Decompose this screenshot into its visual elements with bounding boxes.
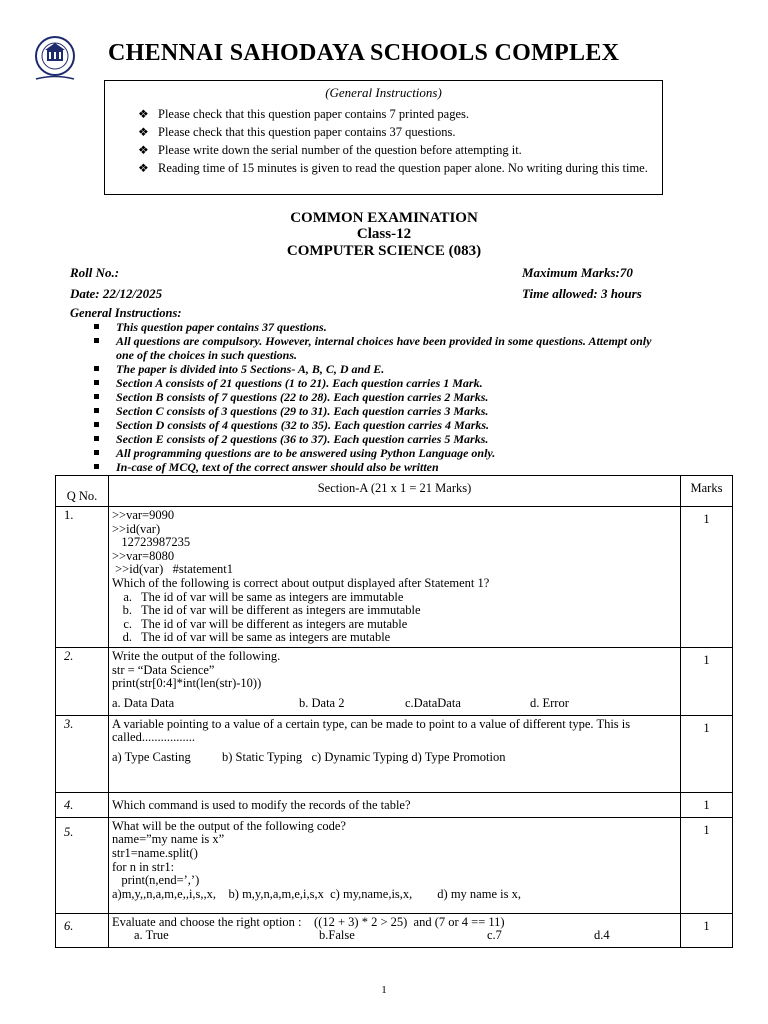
list-item: ❖ Please check that this question paper contains 37 questions. [138, 125, 456, 139]
diamond-bullet-icon: ❖ [138, 143, 149, 157]
question-text: Evaluate and choose the right option : ((12 + 3) * 2 > 25) and (7 or 4 == 11) a. True b.False c.7 d.4 [109, 913, 681, 948]
list-item: Section E consists of 2 questions (36 to 37). Each question carries 5 Marks. [92, 432, 672, 446]
table-row [56, 817, 733, 913]
square-bullet-icon [94, 436, 99, 441]
questions-table [55, 475, 733, 948]
question-marks: 1 [681, 913, 733, 948]
square-bullet-icon [94, 366, 99, 371]
question-text: A variable pointing to a value of a certain type, can be made to point to a value of different type. This is called................. a) Type Casting b) Static Typing c) Dynamic Typing d) Type Promotion [109, 715, 681, 792]
square-bullet-icon [94, 338, 99, 343]
list-item: This question paper contains 37 questions. [92, 320, 672, 334]
question-marks: 1 [681, 792, 733, 817]
list-item: ❖ Please write down the serial number of the question before attempting it. [138, 143, 522, 157]
school-title: CHENNAI SAHODAYA SCHOOLS COMPLEX [108, 40, 620, 66]
general-instructions-heading: (General Instructions) [325, 85, 442, 100]
list-item: ❖ Reading time of 15 minutes is given to read the question paper alone. No writing during this time. [138, 161, 648, 175]
list-item: All questions are compulsory. However, internal choices have been provided in some questions. Attempt only one of the choices in such questions. [92, 334, 672, 362]
square-bullet-icon [94, 380, 99, 385]
square-bullet-icon [94, 422, 99, 427]
max-marks: Maximum Marks:70 [522, 265, 633, 280]
diamond-bullet-icon: ❖ [138, 107, 149, 121]
roll-no-label: Roll No.: [70, 265, 120, 280]
list-item: All programming questions are to be answered using Python Language only. [92, 446, 672, 460]
question-marks: 1 [681, 715, 733, 792]
exam-class: Class-12 [356, 226, 412, 242]
question-number: 6. [56, 913, 109, 948]
general-instructions-box [104, 80, 663, 195]
exam-subject: COMPUTER SCIENCE (083) [286, 243, 482, 259]
question-marks: 1 [681, 817, 733, 913]
question-number: 1. [56, 507, 109, 648]
time-allowed: Time allowed: 3 hours [522, 286, 642, 301]
instructions-list [92, 320, 672, 474]
qno-header: Q No. [56, 476, 109, 507]
question-marks: 1 [681, 507, 733, 648]
general-instructions-list [105, 105, 662, 177]
list-item: Section A consists of 21 questions (1 to 21). Each question carries 1 Mark. [92, 376, 672, 390]
list-item: The paper is divided into 5 Sections- A, B, C, D and E. [92, 362, 672, 376]
marks-header: Marks [681, 476, 733, 507]
question-marks: 1 [681, 648, 733, 716]
diamond-bullet-icon: ❖ [138, 125, 149, 139]
table-row [56, 507, 733, 648]
option: a. The id of var will be same as integers are immutable [123, 589, 404, 604]
option: c. The id of var will be different as integers are mutable [123, 616, 408, 631]
table-row [56, 715, 733, 792]
exam-name: COMMON EXAMINATION [290, 210, 478, 226]
question-text: Which command is used to modify the records of the table? [109, 792, 681, 817]
square-bullet-icon [94, 450, 99, 455]
question-number: 2. [56, 648, 109, 716]
section-title: Section-A (21 x 1 = 21 Marks) [109, 476, 681, 507]
list-item: ❖ Please check that this question paper contains 7 printed pages. [138, 107, 470, 121]
question-text: >>var=9090 >>id(var) 12723987235 >>var=8080 >>id(var) #statement1 Which of the following is correct about output displayed after Statement 1? a. The id of var will be same as integers are immutable b. The id of var will be different as integers are immutable c. The id of var will be different as integers are mutable d. The id of var will be same as integers are mutable [109, 507, 681, 648]
table-row [56, 648, 733, 716]
list-item: In-case of MCQ, text of the correct answer should also be written [92, 460, 672, 474]
square-bullet-icon [94, 394, 99, 399]
table-row [56, 913, 733, 948]
square-bullet-icon [94, 464, 99, 469]
question-number: 5. [56, 817, 109, 913]
diamond-bullet-icon: ❖ [138, 161, 149, 175]
option: d. The id of var will be same as integers are mutable [122, 630, 391, 645]
question-number: 3. [56, 715, 109, 792]
table-row [56, 792, 733, 817]
options-row: a. Data Data b. Data 2 c.DataData d. Error [112, 695, 569, 710]
question-text: What will be the output of the following code? name=”my name is x” str1=name.split() for n in str1: print(n,end=’,’) a)m,y,,n,a,m,e,,i,s,,x, b) m,y,n,a,m,e,i,s,x c) my,name,is,x, d) my name is x, [109, 817, 681, 913]
question-number: 4. [56, 792, 109, 817]
options-row: a. True b.False c.7 d.4 [134, 928, 610, 943]
list-item: Section D consists of 4 questions (32 to 35). Each question carries 4 Marks. [92, 418, 672, 432]
school-logo [26, 34, 84, 82]
page-number: 1 [381, 984, 387, 996]
table-header-row [56, 476, 733, 507]
square-bullet-icon [94, 408, 99, 413]
square-bullet-icon [94, 324, 99, 329]
list-item: Section B consists of 7 questions (22 to 28). Each question carries 2 Marks. [92, 390, 672, 404]
exam-date: Date: 22/12/2025 [70, 286, 163, 301]
instructions-title: General Instructions: [70, 306, 182, 320]
option: b. The id of var will be different as integers are immutable [122, 603, 421, 618]
question-text: Write the output of the following. str = “Data Science” print(str[0:4]*int(len(str)-10)) a. Data Data b. Data 2 c.DataData d. Error [109, 648, 681, 716]
list-item: Section C consists of 3 questions (29 to 31). Each question carries 3 Marks. [92, 404, 672, 418]
